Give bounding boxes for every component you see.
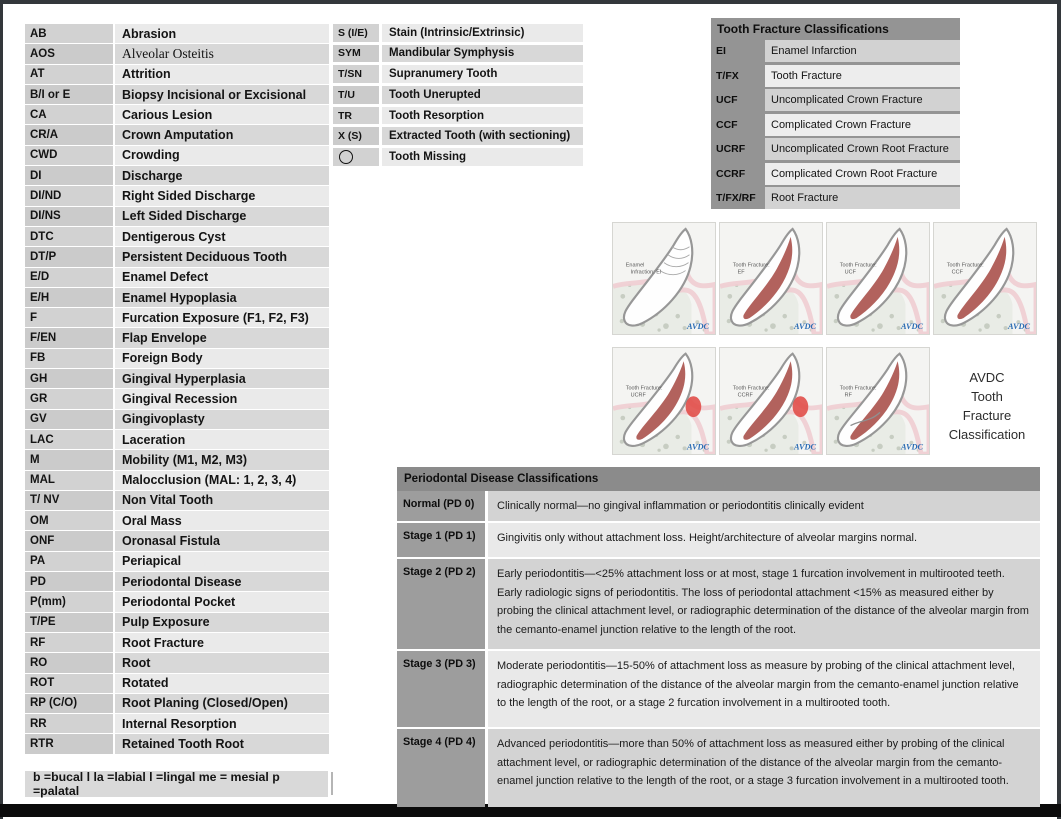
abbreviation-cell: E/H (25, 288, 113, 307)
abbreviation-cell: RTR (25, 734, 113, 753)
table-row (25, 44, 329, 63)
description-cell: Alveolar Osteitis (115, 44, 329, 63)
table-row (25, 24, 329, 43)
caption-line: Tooth (971, 389, 1003, 405)
abbreviation-cell (333, 148, 379, 166)
tooth-diagram-svg (613, 223, 715, 334)
description-cell: Tooth Resorption (382, 107, 583, 125)
diagram-label-line1: Tooth Fracture: (732, 385, 770, 392)
description-cell: Gingivoplasty (115, 410, 329, 429)
description-cell: Dentigerous Cyst (115, 227, 329, 246)
table-row (711, 40, 960, 62)
tooth-diagram-svg (613, 348, 715, 454)
caption-line: Classification (948, 426, 1026, 442)
tooth-fracture-table-body (711, 40, 960, 209)
diagram-label-line1: Tooth Fracture: (732, 262, 770, 269)
table-row (25, 430, 329, 449)
text-cursor-line (331, 772, 333, 795)
abbreviation-cell: GV (25, 410, 113, 429)
tooth-diagram-svg (827, 223, 929, 334)
tooth-diagram-svg (720, 348, 822, 454)
description-cell: Pulp Exposure (115, 613, 329, 632)
abbreviation-cell: AT (25, 65, 113, 84)
table-row (333, 107, 583, 125)
table-row (397, 559, 1040, 649)
table-row (25, 633, 329, 652)
caption-line: AVDC (969, 370, 1005, 386)
description-cell: Root (115, 653, 329, 672)
table-row (25, 674, 329, 693)
abbreviation-cell: TR (333, 107, 379, 125)
stage-label-cell: Stage 3 (PD 3) (397, 651, 485, 727)
description-cell: Gingival Recession (115, 389, 329, 408)
tooth-diagram-svg (934, 223, 1036, 334)
table-row (25, 268, 329, 287)
description-cell: Oronasal Fistula (115, 531, 329, 550)
description-cell: Malocclusion (MAL: 1, 2, 3, 4) (115, 471, 329, 490)
periodontal-table-title: Periodontal Disease Classifications (397, 467, 1040, 491)
description-cell: Stain (Intrinsic/Extrinsic) (382, 24, 583, 42)
abbreviation-cell: E/D (25, 268, 113, 287)
abbreviation-cell: UCF (711, 89, 761, 111)
table-row (397, 729, 1040, 807)
description-cell: Crowding (115, 146, 329, 165)
abbreviation-cell: SYM (333, 45, 379, 63)
page-border-left (0, 0, 3, 819)
tooth-fracture-diagram (826, 222, 930, 335)
abbreviation-cell: UCRF (711, 138, 761, 160)
abbreviation-cell: F (25, 308, 113, 327)
page-border-right (1057, 0, 1061, 819)
table-row (333, 127, 583, 145)
tooth-fracture-diagram (612, 347, 716, 455)
description-cell: Enamel Infarction (765, 40, 960, 62)
abbreviation-cell: GR (25, 389, 113, 408)
description-cell: Right Sided Discharge (115, 186, 329, 205)
abbreviation-cell: DT/P (25, 247, 113, 266)
description-cell: Biopsy Incisional or Excisional (115, 85, 329, 104)
description-cell: Furcation Exposure (F1, F2, F3) (115, 308, 329, 327)
abbreviation-table-middle (333, 24, 583, 169)
abbreviation-cell: CCRF (711, 163, 761, 185)
stage-label-cell: Stage 4 (PD 4) (397, 729, 485, 807)
abbreviation-cell: T/ NV (25, 491, 113, 510)
table-row (25, 653, 329, 672)
description-cell: Retained Tooth Root (115, 734, 329, 753)
stage-description-cell: Clinically normal—no gingival inflammation or periodontitis clinically evident (488, 491, 1040, 521)
tooth-diagram-svg (720, 223, 822, 334)
table-row (25, 572, 329, 591)
avdc-logo: AVDC (901, 322, 924, 332)
tooth-fracture-table-title: Tooth Fracture Classifications (711, 18, 960, 40)
table-row (25, 288, 329, 307)
abbreviation-cell: T/PE (25, 613, 113, 632)
abbreviation-cell: T/FX (711, 65, 761, 87)
diagram-label-line2: CCF (951, 269, 963, 276)
stage-description-cell: Gingivitis only without attachment loss. Height/architecture of alveolar margins normal. (488, 523, 1040, 557)
table-row (25, 511, 329, 530)
abbreviation-cell: CWD (25, 146, 113, 165)
description-cell: Gingival Hyperplasia (115, 369, 329, 388)
description-cell: Mobility (M1, M2, M3) (115, 450, 329, 469)
table-row (25, 369, 329, 388)
abbreviation-cell: T/U (333, 86, 379, 104)
table-row (25, 389, 329, 408)
abbreviation-cell: MAL (25, 471, 113, 490)
abbreviation-cell: RR (25, 714, 113, 733)
table-row (25, 247, 329, 266)
abbreviation-cell: PD (25, 572, 113, 591)
abbreviation-cell: GH (25, 369, 113, 388)
table-row (25, 471, 329, 490)
description-cell: Periodontal Disease (115, 572, 329, 591)
abbreviation-cell: ONF (25, 531, 113, 550)
table-row (25, 410, 329, 429)
abbreviation-cell: DI/NS (25, 207, 113, 226)
diagram-label-line1: Tooth Fracture: (839, 262, 877, 269)
table-row (711, 187, 960, 209)
description-cell: Rotated (115, 674, 329, 693)
description-cell: Uncomplicated Crown Fracture (765, 89, 960, 111)
caption-line: Fracture (962, 408, 1012, 423)
page-border-top (0, 0, 1061, 4)
description-cell: Tooth Fracture (765, 65, 960, 87)
tooth-fracture-diagram (719, 347, 823, 455)
table-row (25, 531, 329, 550)
description-cell: Flap Envelope (115, 328, 329, 347)
periodontal-table-body (397, 491, 1040, 807)
description-cell: Discharge (115, 166, 329, 185)
table-row (333, 45, 583, 63)
abbreviation-cell: P(mm) (25, 592, 113, 611)
description-cell: Persistent Deciduous Tooth (115, 247, 329, 266)
tooth-fracture-classifications-table (711, 18, 960, 212)
table-row (25, 207, 329, 226)
table-row (397, 651, 1040, 727)
tooth-fracture-diagram (719, 222, 823, 335)
table-row (711, 89, 960, 111)
description-cell: Attrition (115, 65, 329, 84)
description-cell: Supranumery Tooth (382, 65, 583, 83)
stage-description-cell: Advanced periodontitis—more than 50% of attachment loss as measured either by probing of the clinical attachment level, or radiographic determination of the distance of the alveolar margin from the cemanto-enamel junction relative to the length of the root, or a stage 3 furcation involvement in a multirooted tooth. (488, 729, 1040, 807)
abbreviation-cell: CR/A (25, 125, 113, 144)
stage-label-cell: Normal (PD 0) (397, 491, 485, 521)
diagram-label-line2: EF (737, 269, 745, 276)
table-row (25, 613, 329, 632)
stage-description-cell: Moderate periodontitis—15-50% of attachment loss as measure by probing of the clinical attachment level, radiographic determination of the distance of the alveolar margin from the cemanto-enamel junction relative to the length of the root, or a stage 2 furcation involvement in a multirooted tooth. (488, 651, 1040, 727)
description-cell: Abrasion (115, 24, 329, 43)
diagram-label-line1: Tooth Fracture: (946, 262, 984, 269)
description-cell: Complicated Crown Root Fracture (765, 163, 960, 185)
tooth-diagram-svg (827, 348, 929, 454)
abbreviation-cell: RO (25, 653, 113, 672)
table-row (25, 85, 329, 104)
abbreviation-table-left (25, 24, 329, 755)
abbreviation-cell: X (S) (333, 127, 379, 145)
inflamed-gingiva-spot (793, 396, 809, 417)
abbreviation-cell: M (25, 450, 113, 469)
description-cell: Foreign Body (115, 349, 329, 368)
description-cell: Uncomplicated Crown Root Fracture (765, 138, 960, 160)
diagram-label-line1: Tooth Fracture: (839, 385, 877, 392)
stage-label-cell: Stage 1 (PD 1) (397, 523, 485, 557)
diagram-label-line1: Tooth Fracture: (625, 385, 663, 392)
table-row (25, 186, 329, 205)
abbreviation-cell: ROT (25, 674, 113, 693)
table-row (25, 714, 329, 733)
diagram-label-line2: Infraction: EI (630, 269, 662, 276)
table-row (711, 65, 960, 87)
table-row (25, 592, 329, 611)
description-cell: Enamel Hypoplasia (115, 288, 329, 307)
table-row (25, 450, 329, 469)
abbreviation-cell: B/I or E (25, 85, 113, 104)
abbreviation-cell: PA (25, 552, 113, 571)
description-cell: Crown Amputation (115, 125, 329, 144)
surface-abbreviation-footnote: b =bucal l la =labial l =lingal me = mesial p =palatal (25, 771, 328, 797)
description-cell: Non Vital Tooth (115, 491, 329, 510)
description-cell: Complicated Crown Fracture (765, 114, 960, 136)
stage-label-cell: Stage 2 (PD 2) (397, 559, 485, 649)
description-cell: Tooth Unerupted (382, 86, 583, 104)
table-row (25, 146, 329, 165)
description-cell: Extracted Tooth (with sectioning) (382, 127, 583, 145)
description-cell: Carious Lesion (115, 105, 329, 124)
table-row (333, 24, 583, 42)
table-row (25, 328, 329, 347)
description-cell: Periapical (115, 552, 329, 571)
description-cell: Enamel Defect (115, 268, 329, 287)
inflamed-gingiva-spot (686, 396, 702, 417)
description-cell: Laceration (115, 430, 329, 449)
table-row (25, 105, 329, 124)
avdc-logo: AVDC (794, 442, 817, 452)
table-row (711, 114, 960, 136)
description-cell: Periodontal Pocket (115, 592, 329, 611)
abbreviation-cell: F/EN (25, 328, 113, 347)
description-cell: Tooth Missing (382, 148, 583, 166)
abbreviation-cell: RP (C/O) (25, 694, 113, 713)
avdc-logo: AVDC (687, 322, 710, 332)
abbreviation-cell: S (I/E) (333, 24, 379, 42)
description-cell: Oral Mass (115, 511, 329, 530)
description-cell: Root Fracture (765, 187, 960, 209)
abbreviation-cell: CCF (711, 114, 761, 136)
stage-description-cell: Early periodontitis—<25% attachment loss or at most, stage 1 furcation involvement in multirooted teeth. Early radiologic signs of periodontitis. The loss of periodontal attachment <15% as measured either by probing the clinical attachment level, or radiographic determination of the distance of the alveolar margin from the cemanto-enamel junction relative to the length of the root. (488, 559, 1040, 649)
avdc-logo: AVDC (901, 442, 924, 452)
abbreviation-cell: EI (711, 40, 761, 62)
abbreviation-cell: T/SN (333, 65, 379, 83)
abbreviation-cell: T/FX/RF (711, 187, 761, 209)
diagram-label-line2: UCRF (630, 392, 646, 399)
abbreviation-cell: FB (25, 349, 113, 368)
diagram-label-line2: CCRF (737, 392, 753, 399)
abbreviation-cell: AB (25, 24, 113, 43)
table-row (25, 349, 329, 368)
abbreviation-cell: DI/ND (25, 186, 113, 205)
description-cell: Root Fracture (115, 633, 329, 652)
table-row (333, 86, 583, 104)
diagram-label-line2: RF (844, 392, 852, 399)
diagram-label-line2: UCF (844, 269, 856, 276)
description-cell: Internal Resorption (115, 714, 329, 733)
table-row (25, 734, 329, 753)
table-row (397, 523, 1040, 557)
table-row (711, 163, 960, 185)
tooth-fracture-diagram (826, 347, 930, 455)
abbreviation-cell: AOS (25, 44, 113, 63)
abbreviation-cell: DTC (25, 227, 113, 246)
diagram-label-line1: Enamel (625, 262, 645, 269)
description-cell: Root Planing (Closed/Open) (115, 694, 329, 713)
description-cell: Left Sided Discharge (115, 207, 329, 226)
abbreviation-cell: CA (25, 105, 113, 124)
tooth-fracture-diagram (933, 222, 1037, 335)
avdc-logo: AVDC (687, 442, 710, 452)
tooth-fracture-diagram (612, 222, 716, 335)
table-row (333, 148, 583, 166)
table-row (25, 552, 329, 571)
avdc-classification-caption (933, 362, 1041, 452)
table-row (25, 694, 329, 713)
avdc-logo: AVDC (794, 322, 817, 332)
description-cell: Mandibular Symphysis (382, 45, 583, 63)
abbreviation-cell: DI (25, 166, 113, 185)
table-row (25, 227, 329, 246)
table-row (25, 166, 329, 185)
abbreviation-cell: RF (25, 633, 113, 652)
table-row (25, 125, 329, 144)
table-row (25, 65, 329, 84)
table-row (25, 491, 329, 510)
periodontal-disease-classifications-table (397, 467, 1040, 809)
tooth-missing-circle-icon (339, 150, 353, 164)
abbreviation-cell: LAC (25, 430, 113, 449)
avdc-logo: AVDC (1008, 322, 1031, 332)
table-row (397, 491, 1040, 521)
abbreviation-cell: OM (25, 511, 113, 530)
table-row (25, 308, 329, 327)
table-row (333, 65, 583, 83)
table-row (711, 138, 960, 160)
